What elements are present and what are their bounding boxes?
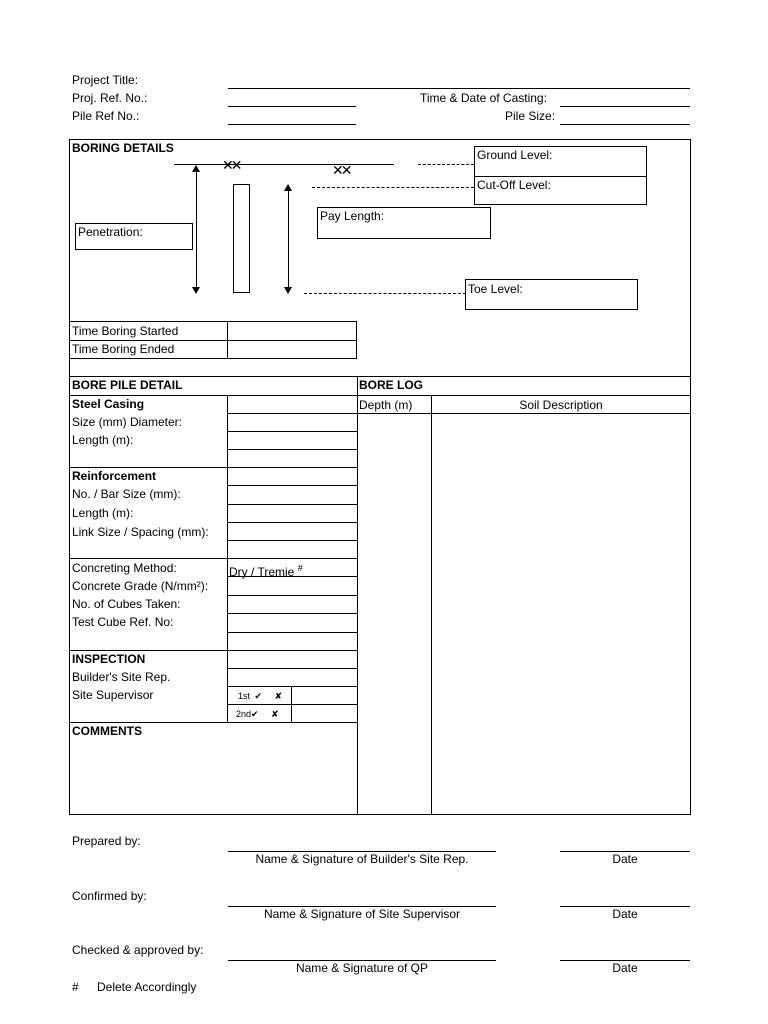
- depth-header: Depth (m): [359, 398, 413, 412]
- ground-level-label: Ground Level:: [477, 148, 553, 162]
- pile-shape: [233, 184, 250, 293]
- link-size-field[interactable]: [228, 523, 356, 540]
- pile-ref-label: Pile Ref No.:: [72, 109, 140, 123]
- cross-icon[interactable]: ✘: [274, 691, 283, 701]
- detail-row-line: [69, 467, 357, 468]
- bar-size-label: No. / Bar Size (mm):: [72, 487, 181, 501]
- prepared-by-label: Prepared by:: [72, 834, 141, 848]
- comments-title: COMMENTS: [72, 724, 142, 738]
- level-box-divider: [474, 176, 647, 177]
- ground-hatch-left: ✕✕: [222, 157, 240, 173]
- detail-row-line: [69, 558, 357, 559]
- check-icon[interactable]: ✔: [251, 709, 259, 719]
- concrete-grade-label: Concrete Grade (N/mm²):: [72, 579, 209, 593]
- bore-pile-detail-title: BORE PILE DETAIL: [72, 378, 183, 392]
- soil-description-header: Soil Description: [519, 398, 603, 412]
- comments-field[interactable]: [72, 742, 354, 812]
- time-started-label: Time Boring Started: [72, 324, 179, 338]
- cross-icon[interactable]: ✘: [271, 709, 279, 719]
- depth-column-field[interactable]: [358, 414, 430, 814]
- checked-approved-label: Checked & approved by:: [72, 943, 204, 957]
- detail-row-line: [227, 540, 357, 541]
- casting-time-field[interactable]: [560, 106, 690, 107]
- project-title-field[interactable]: [228, 88, 690, 89]
- pay-length-label: Pay Length:: [320, 209, 385, 223]
- section-divider: [69, 376, 691, 377]
- check-icon[interactable]: ✔: [254, 691, 263, 701]
- pay-arrow-line: [288, 190, 289, 290]
- supervisor-signature-caption: Name & Signature of Site Supervisor: [263, 907, 461, 921]
- ground-hatch-right: ✕✕: [332, 162, 350, 178]
- confirmed-by-label: Confirmed by:: [72, 889, 147, 903]
- builders-site-rep-label: Builder's Site Rep.: [72, 670, 171, 684]
- boring-details-title: BORING DETAILS: [72, 141, 174, 155]
- toe-level-label: Toe Level:: [468, 282, 523, 296]
- steel-casing-label: Steel Casing: [72, 397, 145, 411]
- pile-size-label: Pile Size:: [505, 109, 556, 123]
- detail-row-line: [227, 632, 357, 633]
- proj-ref-label: Proj. Ref. No.:: [72, 91, 148, 105]
- casing-length-label: Length (m):: [72, 433, 134, 447]
- reinf-length-label: Length (m):: [72, 506, 134, 520]
- time-ended-field[interactable]: [228, 341, 356, 359]
- first-inspection: [238, 689, 282, 703]
- time-started-field[interactable]: [228, 322, 356, 340]
- pile-size-field[interactable]: [560, 124, 690, 125]
- checked-date-caption: Date: [612, 961, 638, 975]
- penetration-arrow-line: [196, 170, 197, 290]
- reinforcement-label: Reinforcement: [72, 469, 157, 483]
- time-ended-label: Time Boring Ended: [72, 342, 175, 356]
- site-supervisor-label: Site Supervisor: [72, 688, 154, 702]
- detail-row-line: [69, 722, 357, 723]
- project-title-label: Project Title:: [72, 73, 139, 87]
- concrete-grade-field[interactable]: [228, 577, 356, 595]
- bar-size-field[interactable]: [228, 486, 356, 504]
- detail-row-line: [69, 650, 357, 651]
- footnote-text: Delete Accordingly: [97, 980, 197, 994]
- builder-signature-caption: Name & Signature of Builder's Site Rep.: [255, 852, 469, 866]
- first-inspection-field[interactable]: [292, 687, 356, 704]
- second-label: 2nd: [236, 709, 252, 719]
- footnote-hash: #: [72, 980, 79, 994]
- bore-log-title: BORE LOG: [359, 378, 424, 392]
- builders-site-rep-field[interactable]: [228, 669, 356, 686]
- cubes-taken-label: No. of Cubes Taken:: [72, 597, 181, 611]
- link-size-label: Link Size / Spacing (mm):: [72, 525, 209, 539]
- pay-arrow-bottom: [284, 287, 292, 294]
- first-label: 1st: [238, 691, 251, 701]
- size-diameter-field[interactable]: [228, 414, 356, 431]
- detail-row-line: [227, 449, 357, 450]
- penetration-label: Penetration:: [78, 225, 143, 239]
- ground-level-leader: [418, 164, 474, 165]
- dry-tremie-text: Dry / Tremie: [229, 565, 295, 579]
- penetration-arrow-bottom: [192, 287, 200, 294]
- inspection-title: INSPECTION: [72, 652, 146, 666]
- second-inspection: [236, 707, 279, 721]
- detail-row-line: [69, 395, 357, 396]
- concreting-method-label: Concreting Method:: [72, 561, 177, 575]
- confirmed-date-caption: Date: [612, 907, 638, 921]
- cutoff-level-label: Cut-Off Level:: [477, 178, 551, 192]
- cubes-taken-field[interactable]: [228, 596, 356, 613]
- casting-time-label: Time & Date of Casting:: [420, 91, 547, 105]
- bore-log-header-top: [357, 395, 691, 396]
- hash-footnote-mark: #: [297, 563, 303, 573]
- proj-ref-field[interactable]: [228, 106, 356, 107]
- prepared-date-caption: Date: [612, 852, 638, 866]
- soil-description-field[interactable]: [432, 414, 690, 814]
- size-diameter-label: Size (mm) Diameter:: [72, 415, 183, 429]
- pile-ref-field[interactable]: [228, 124, 356, 125]
- reinf-length-field[interactable]: [228, 505, 356, 522]
- test-cube-ref-field[interactable]: [228, 614, 356, 632]
- test-cube-ref-label: Test Cube Ref. No:: [72, 615, 174, 629]
- qp-signature-caption: Name & Signature of QP: [295, 961, 429, 975]
- cutoff-leader: [312, 187, 474, 188]
- ground-line: [174, 164, 394, 165]
- second-inspection-field[interactable]: [292, 705, 356, 722]
- toe-leader: [304, 293, 466, 294]
- casing-length-field[interactable]: [228, 432, 356, 449]
